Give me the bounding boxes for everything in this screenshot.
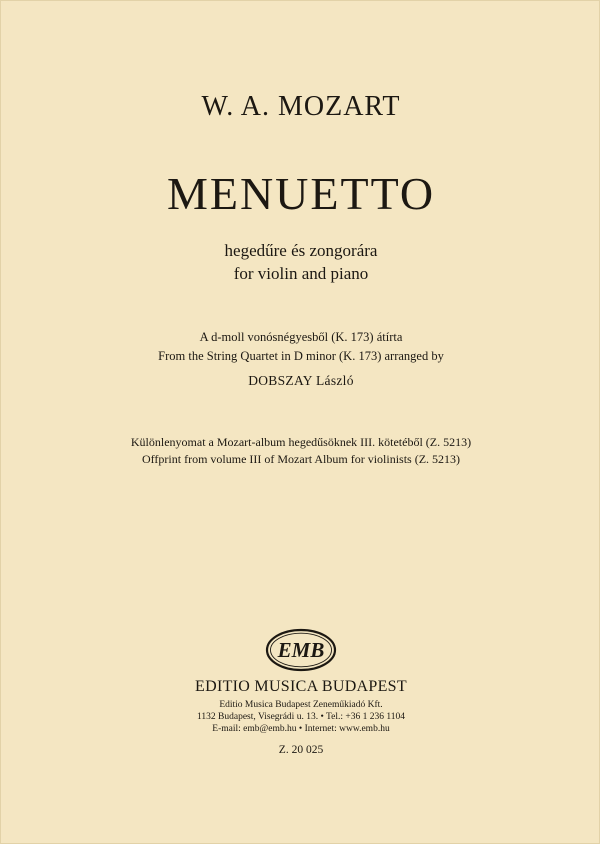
- catalog-number: Z. 20 025: [278, 744, 324, 756]
- arranger-name: DOBSZAY László: [248, 373, 354, 388]
- composer-name: W. A. MOZART: [201, 91, 401, 122]
- publisher-contact: E-mail: emb@emb.hu • Internet: www.emb.hu: [212, 724, 390, 734]
- emb-logo: [265, 628, 337, 672]
- svg-text:EMB: EMB: [277, 638, 325, 662]
- subtitle-english: for violin and piano: [233, 264, 369, 283]
- publisher-name: EDITIO MUSICA BUDAPEST: [195, 678, 407, 695]
- offprint-note-english: Offprint from volume III of Mozart Album for violinists (Z. 5213): [141, 452, 461, 466]
- publisher-company: Editio Musica Budapest Zeneműkiadó Kft.: [219, 700, 383, 710]
- publisher-address: 1132 Budapest, Visegrádi u. 13. • Tel.: +36 1 236 1104: [197, 712, 405, 722]
- offprint-note-hungarian: Különlenyomat a Mozart-album hegedűsöknek III. kötetéből (Z. 5213): [130, 435, 472, 449]
- subtitle-hungarian: hegedűre és zongorára: [224, 241, 378, 260]
- source-note-hungarian: A d-moll vonósnégyesből (K. 173) átírta: [199, 330, 403, 344]
- source-note-english: From the String Quartet in D minor (K. 173) arranged by: [158, 349, 444, 363]
- work-title: MENUETTO: [166, 168, 436, 219]
